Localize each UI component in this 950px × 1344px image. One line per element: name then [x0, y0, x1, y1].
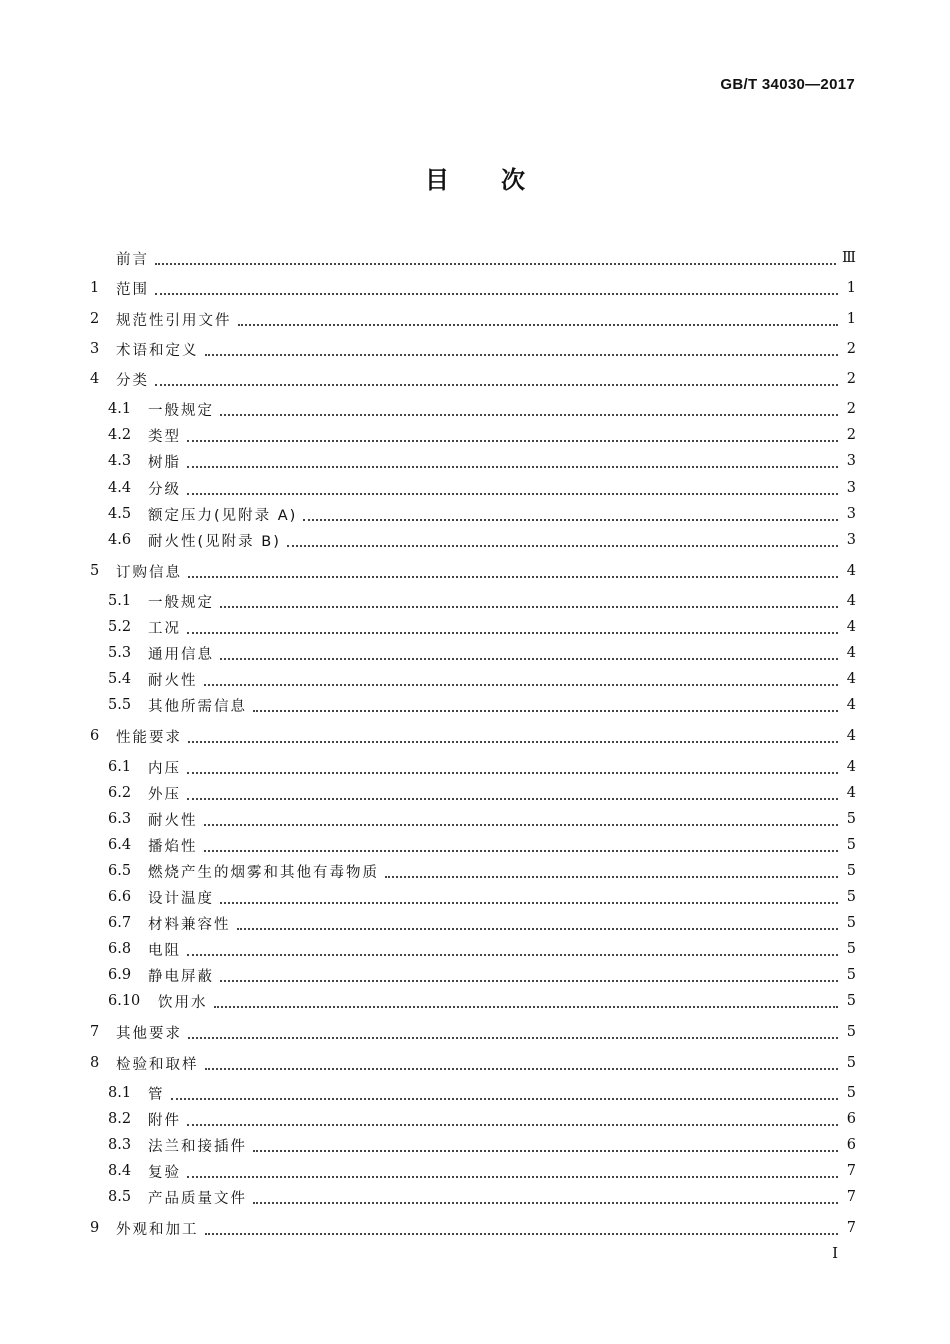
toc-entry-4-6[interactable] — [108, 529, 856, 551]
toc-num: 3 — [90, 341, 100, 357]
toc-entry-6-7[interactable] — [108, 912, 856, 934]
toc-num: 8.2 — [108, 1111, 132, 1127]
toc-entry-6-3[interactable] — [108, 808, 856, 830]
dot-leader — [205, 353, 839, 356]
toc-page: 4 — [846, 671, 856, 687]
dot-leader — [204, 683, 839, 686]
toc-num: 6.7 — [108, 915, 132, 931]
dot-leader — [253, 709, 838, 712]
toc-label: 其他所需信息 — [148, 698, 247, 715]
toc-label: 分级 — [148, 481, 181, 498]
toc-page: 3 — [846, 532, 856, 548]
toc-entry-3[interactable] — [90, 338, 856, 360]
toc-page: 6 — [846, 1111, 856, 1127]
toc-label: 电阻 — [148, 942, 181, 959]
dot-leader — [187, 465, 838, 468]
toc-page: 4 — [846, 563, 856, 579]
toc-num: 4.5 — [108, 506, 132, 522]
dot-leader — [187, 797, 838, 800]
toc-label: 范围 — [116, 281, 149, 298]
toc-label: 前言 — [116, 251, 149, 268]
dot-leader — [205, 1067, 839, 1070]
dot-leader — [253, 1149, 838, 1152]
toc-page: 3 — [846, 453, 856, 469]
dot-leader — [385, 875, 838, 878]
toc-num: 4.4 — [108, 480, 132, 496]
dot-leader — [155, 383, 838, 386]
toc-num: 6 — [90, 728, 100, 744]
toc-label: 饮用水 — [158, 994, 208, 1011]
toc-label: 树脂 — [148, 454, 181, 471]
toc-num: 8.3 — [108, 1137, 132, 1153]
toc-num: 8 — [90, 1055, 100, 1071]
toc-entry-8[interactable] — [90, 1052, 856, 1074]
toc-entry-6-9[interactable] — [108, 964, 856, 986]
toc-label: 管 — [148, 1086, 165, 1103]
toc-entry-2[interactable] — [90, 308, 856, 330]
dot-leader — [220, 605, 838, 608]
toc-entry-foreword[interactable] — [90, 247, 856, 269]
toc-entry-6-6[interactable] — [108, 886, 856, 908]
toc-label: 其他要求 — [116, 1025, 182, 1042]
toc-label: 内压 — [148, 760, 181, 777]
dot-leader — [204, 849, 839, 852]
toc-num: 6.4 — [108, 837, 132, 853]
dot-leader — [237, 927, 839, 930]
toc-label: 检验和取样 — [116, 1056, 199, 1073]
table-of-contents — [90, 0, 856, 1344]
toc-num: 6.2 — [108, 785, 132, 801]
toc-page: 1 — [846, 280, 856, 296]
toc-label: 一般规定 — [148, 594, 214, 611]
dot-leader — [220, 901, 838, 904]
toc-page: 4 — [846, 645, 856, 661]
toc-entry-5-5[interactable] — [108, 694, 856, 716]
dot-leader — [187, 1123, 838, 1126]
dot-leader — [238, 323, 839, 326]
toc-entry-8-1[interactable] — [108, 1082, 856, 1104]
toc-entry-4-3[interactable] — [108, 450, 856, 472]
dot-leader — [188, 575, 838, 578]
page-number: I — [832, 1244, 838, 1262]
dot-leader — [220, 413, 838, 416]
toc-page: 3 — [846, 506, 856, 522]
toc-entry-6[interactable] — [90, 725, 856, 747]
toc-page: 2 — [846, 401, 856, 417]
toc-num: 5 — [90, 563, 100, 579]
dot-leader — [187, 1175, 838, 1178]
toc-entry-6-1[interactable] — [108, 756, 856, 778]
toc-num: 5.4 — [108, 671, 132, 687]
toc-num: 6.10 — [108, 993, 141, 1009]
toc-label: 材料兼容性 — [148, 916, 231, 933]
toc-entry-8-2[interactable] — [108, 1108, 856, 1130]
toc-page: 5 — [846, 967, 856, 983]
toc-entry-4[interactable] — [90, 368, 856, 390]
dot-leader — [303, 518, 838, 521]
dot-leader — [155, 292, 838, 295]
toc-label: 订购信息 — [116, 564, 182, 581]
toc-label: 复验 — [148, 1164, 181, 1181]
toc-page: 4 — [846, 619, 856, 635]
dot-leader — [171, 1097, 839, 1100]
toc-num: 8.4 — [108, 1163, 132, 1179]
dot-leader — [205, 1232, 839, 1235]
toc-entry-6-8[interactable] — [108, 938, 856, 960]
dot-leader — [253, 1201, 838, 1204]
toc-label: 附件 — [148, 1112, 181, 1129]
toc-page: 4 — [846, 593, 856, 609]
toc-page: 5 — [846, 941, 856, 957]
toc-entry-5-3[interactable] — [108, 642, 856, 664]
toc-num: 6.5 — [108, 863, 132, 879]
toc-label: 产品质量文件 — [148, 1190, 247, 1207]
toc-label: 类型 — [148, 428, 181, 445]
toc-entry-5-2[interactable] — [108, 616, 856, 638]
toc-label: 规范性引用文件 — [116, 312, 232, 329]
toc-page: 4 — [846, 728, 856, 744]
toc-num: 6.8 — [108, 941, 132, 957]
toc-num: 4.1 — [108, 401, 132, 417]
dot-leader — [204, 823, 839, 826]
toc-entry-5-4[interactable] — [108, 668, 856, 690]
toc-page: 4 — [846, 785, 856, 801]
toc-entry-6-5[interactable] — [108, 860, 856, 882]
toc-entry-7[interactable] — [90, 1021, 856, 1043]
toc-page: 2 — [846, 427, 856, 443]
toc-page: 6 — [846, 1137, 856, 1153]
toc-label: 外压 — [148, 786, 181, 803]
toc-label: 燃烧产生的烟雾和其他有毒物质 — [148, 864, 379, 881]
toc-page: 5 — [846, 915, 856, 931]
toc-page: 7 — [846, 1220, 856, 1236]
toc-entry-1[interactable] — [90, 277, 856, 299]
toc-page: 4 — [846, 697, 856, 713]
dot-leader — [220, 657, 838, 660]
toc-num: 4.3 — [108, 453, 132, 469]
toc-label: 分类 — [116, 372, 149, 389]
toc-entry-8-4[interactable] — [108, 1160, 856, 1182]
dot-leader — [187, 439, 838, 442]
toc-num: 6.6 — [108, 889, 132, 905]
toc-entry-8-3[interactable] — [108, 1134, 856, 1156]
dot-leader — [214, 1005, 839, 1008]
toc-entry-4-1[interactable] — [108, 398, 856, 420]
dot-leader — [155, 262, 836, 265]
toc-num: 8.1 — [108, 1085, 132, 1101]
toc-label: 工况 — [148, 620, 181, 637]
toc-page: 5 — [846, 993, 856, 1009]
dot-leader — [187, 492, 838, 495]
toc-page: Ⅲ — [842, 250, 856, 266]
page-title: 目次 — [425, 166, 577, 194]
toc-entry-4-4[interactable] — [108, 477, 856, 499]
toc-page: 5 — [846, 1085, 856, 1101]
toc-num: 5.1 — [108, 593, 132, 609]
toc-page: 7 — [846, 1189, 856, 1205]
toc-label: 额定压力(见附录 A) — [148, 507, 298, 524]
toc-entry-6-4[interactable] — [108, 834, 856, 856]
toc-num: 4.6 — [108, 532, 132, 548]
toc-page: 3 — [846, 480, 856, 496]
toc-page: 1 — [846, 311, 856, 327]
toc-label: 耐火性(见附录 B) — [148, 533, 281, 550]
toc-page: 2 — [846, 371, 856, 387]
toc-page: 5 — [846, 1024, 856, 1040]
toc-page: 2 — [846, 341, 856, 357]
toc-page: 5 — [846, 889, 856, 905]
toc-num: 5.2 — [108, 619, 132, 635]
toc-num: 6.3 — [108, 811, 132, 827]
dot-leader — [187, 771, 838, 774]
toc-page: 7 — [846, 1163, 856, 1179]
toc-num: 1 — [90, 280, 100, 296]
dot-leader — [187, 953, 838, 956]
toc-label: 静电屏蔽 — [148, 968, 214, 985]
toc-entry-4-2[interactable] — [108, 424, 856, 446]
toc-entry-5-1[interactable] — [108, 590, 856, 612]
toc-num: 9 — [90, 1220, 100, 1236]
toc-page: 4 — [846, 759, 856, 775]
dot-leader — [287, 544, 838, 547]
toc-page: 5 — [846, 837, 856, 853]
toc-num: 4.2 — [108, 427, 132, 443]
toc-num: 2 — [90, 311, 100, 327]
toc-label: 外观和加工 — [116, 1221, 199, 1238]
toc-label: 通用信息 — [148, 646, 214, 663]
dot-leader — [188, 1036, 838, 1039]
toc-entry-6-10[interactable] — [108, 990, 856, 1012]
toc-page: 5 — [846, 811, 856, 827]
toc-page: 5 — [846, 863, 856, 879]
standard-number: GB/T 34030—2017 — [720, 76, 855, 93]
toc-entry-5[interactable] — [90, 560, 856, 582]
toc-num: 4 — [90, 371, 100, 387]
toc-entry-9[interactable] — [90, 1217, 856, 1239]
toc-label: 设计温度 — [148, 890, 214, 907]
toc-entry-6-2[interactable] — [108, 782, 856, 804]
toc-page: 5 — [846, 1055, 856, 1071]
toc-num: 5.3 — [108, 645, 132, 661]
toc-label: 性能要求 — [116, 729, 182, 746]
toc-label: 耐火性 — [148, 672, 198, 689]
toc-num: 6.1 — [108, 759, 132, 775]
toc-label: 耐火性 — [148, 812, 198, 829]
toc-label: 一般规定 — [148, 402, 214, 419]
toc-label: 播焰性 — [148, 838, 198, 855]
dot-leader — [188, 740, 838, 743]
toc-label: 术语和定义 — [116, 342, 199, 359]
toc-num: 7 — [90, 1024, 100, 1040]
toc-entry-4-5[interactable] — [108, 503, 856, 525]
toc-num: 5.5 — [108, 697, 132, 713]
toc-num: 6.9 — [108, 967, 132, 983]
toc-num: 8.5 — [108, 1189, 132, 1205]
dot-leader — [220, 979, 838, 982]
toc-entry-8-5[interactable] — [108, 1186, 856, 1208]
toc-label: 法兰和接插件 — [148, 1138, 247, 1155]
dot-leader — [187, 631, 838, 634]
